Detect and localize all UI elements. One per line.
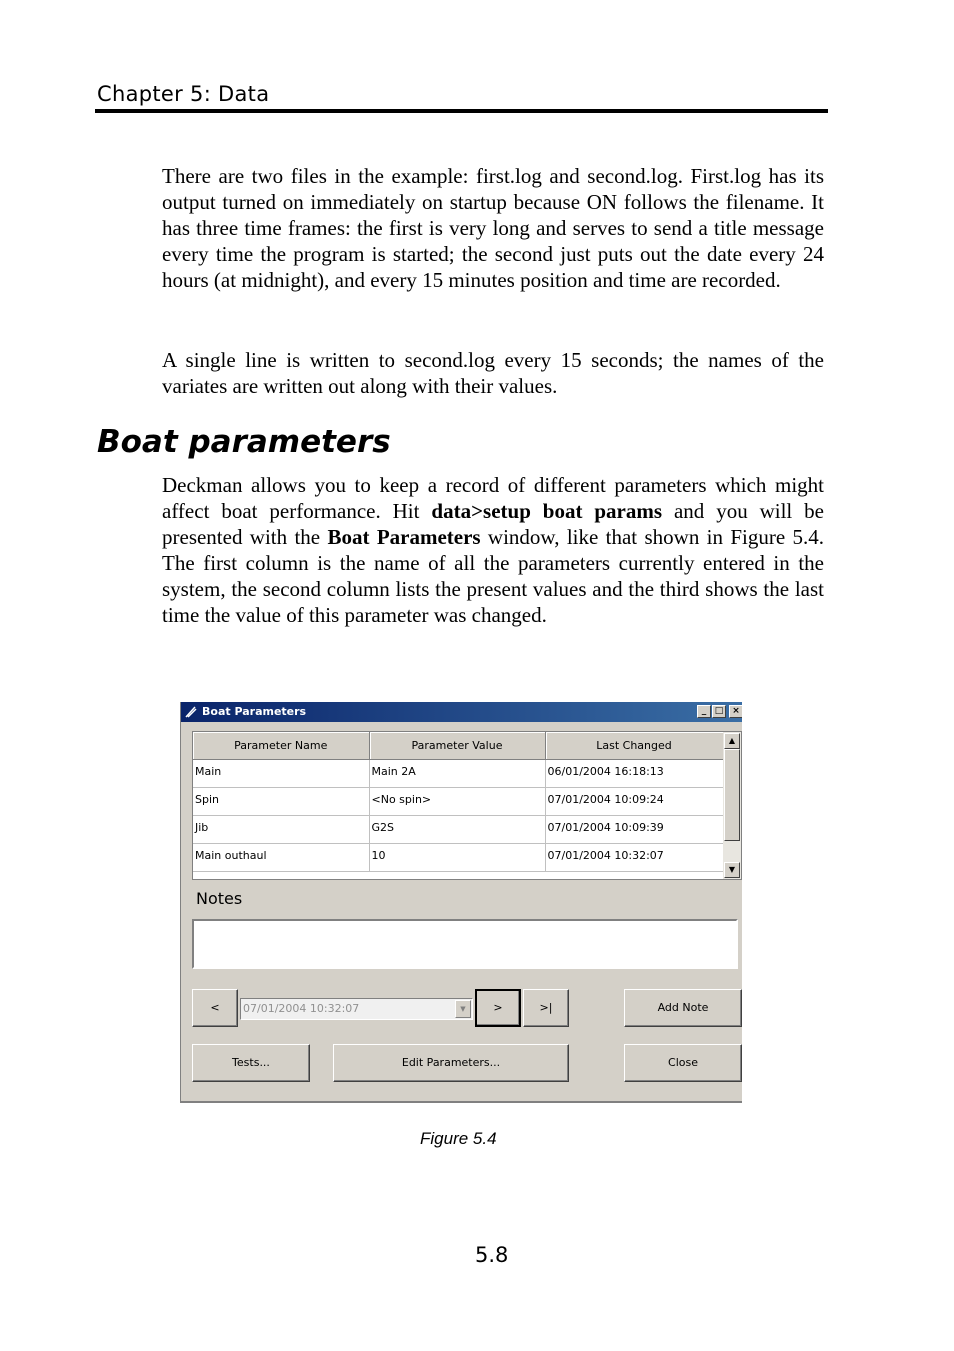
- section-heading: Boat parameters: [97, 424, 391, 460]
- cell-parameter-name[interactable]: Jib: [193, 816, 369, 844]
- cell-parameter-value[interactable]: G2S: [369, 816, 545, 844]
- column-header-name[interactable]: Parameter Name: [193, 732, 369, 760]
- column-header-value[interactable]: Parameter Value: [369, 732, 545, 760]
- text-run: window, like that shown in Figure 5.4. The first column is the name of all the parameters currently entered in the system, the second column lists the present values and the third shows the last time the value of this parameter was changed.: [162, 525, 825, 627]
- boat-parameters-window: [180, 702, 742, 1103]
- text-run: Deckman allows you to keep a record of different parameters which might affect boat performance. Hit: [162, 473, 824, 523]
- date-combo[interactable]: [240, 998, 473, 1020]
- chapter-header: Chapter 5: Data: [97, 82, 270, 106]
- table-row[interactable]: [193, 788, 723, 816]
- table-header-row: [193, 732, 723, 760]
- table-row[interactable]: [193, 816, 723, 844]
- minimize-icon[interactable]: _: [697, 705, 711, 718]
- app-icon: [184, 705, 198, 719]
- notes-textarea[interactable]: [192, 919, 738, 969]
- date-combo-value: 07/01/2004 10:32:07: [243, 1002, 360, 1015]
- cell-parameter-value[interactable]: <No spin>: [369, 788, 545, 816]
- figure-caption: Figure 5.4: [420, 1129, 497, 1148]
- scroll-thumb[interactable]: [724, 749, 740, 841]
- cell-parameter-name[interactable]: Main outhaul: [193, 844, 369, 872]
- close-button[interactable]: Close: [624, 1044, 742, 1082]
- paragraph-boat-params: [162, 472, 824, 628]
- cell-parameter-value[interactable]: 10: [369, 844, 545, 872]
- dropdown-arrow-icon[interactable]: ▼: [455, 1000, 471, 1018]
- prev-button[interactable]: <: [192, 989, 238, 1027]
- cell-parameter-value[interactable]: Main 2A: [369, 760, 545, 788]
- parameters-table: [193, 732, 724, 872]
- notes-label: Notes: [196, 889, 243, 908]
- scroll-down-icon[interactable]: ▼: [724, 862, 740, 878]
- last-button[interactable]: >|: [523, 989, 569, 1027]
- cell-last-changed[interactable]: 07/01/2004 10:09:39: [545, 816, 723, 844]
- tests-button[interactable]: Tests...: [192, 1044, 310, 1082]
- maximize-icon[interactable]: □: [712, 705, 726, 718]
- close-icon[interactable]: ×: [729, 705, 742, 718]
- text-run: and you will be presented with the: [162, 499, 825, 549]
- cell-last-changed[interactable]: 07/01/2004 10:32:07: [545, 844, 723, 872]
- page-number: 5.8: [475, 1243, 509, 1267]
- vertical-scrollbar[interactable]: [723, 732, 741, 879]
- title-bar[interactable]: [181, 702, 742, 722]
- header-rule: [95, 109, 828, 113]
- cell-parameter-name[interactable]: Spin: [193, 788, 369, 816]
- add-note-button[interactable]: Add Note: [624, 989, 742, 1027]
- window-name-bold: Boat Parameters: [327, 525, 481, 549]
- menu-path-bold: data>setup boat params: [431, 499, 663, 523]
- column-header-last-changed[interactable]: Last Changed: [545, 732, 723, 760]
- scroll-up-icon[interactable]: ▲: [724, 733, 740, 749]
- edit-parameters-button[interactable]: Edit Parameters...: [333, 1044, 569, 1082]
- parameters-grid[interactable]: [192, 731, 742, 880]
- window-title: Boat Parameters: [202, 705, 307, 718]
- cell-last-changed[interactable]: 06/01/2004 16:18:13: [545, 760, 723, 788]
- cell-parameter-name[interactable]: Main: [193, 760, 369, 788]
- table-row[interactable]: [193, 844, 723, 872]
- table-row[interactable]: [193, 760, 723, 788]
- paragraph-second-log: A single line is written to second.log every 15 seconds; the names of the variates are written out along with their values.: [162, 348, 824, 398]
- paragraph-log-files: There are two files in the example: first.log and second.log. First.log has its output turned on immediately on startup because ON follows the filename. It has three time frames: the first is very long and serves to send a title message every time the program is started; the second just puts out the date every 24 hours (at midnight), and every 15 minutes position and time are recorded.: [162, 164, 824, 292]
- next-button[interactable]: >: [475, 989, 521, 1027]
- cell-last-changed[interactable]: 07/01/2004 10:09:24: [545, 788, 723, 816]
